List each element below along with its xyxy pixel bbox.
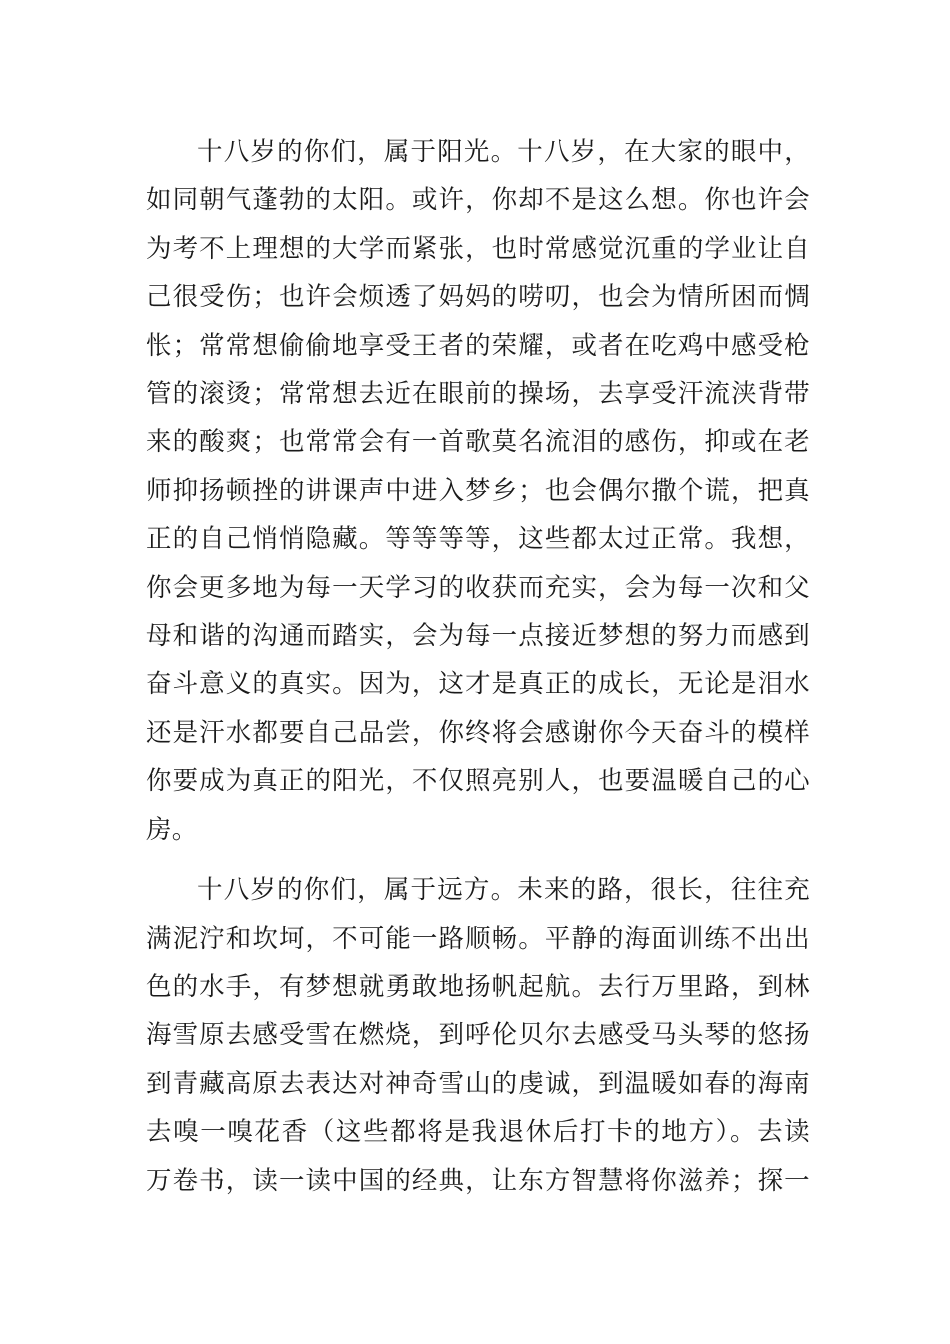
- text-line: 十八岁的你们，属于阳光。十八岁，在大家的眼中，: [197, 137, 810, 167]
- text-line: 房。: [146, 814, 198, 845]
- text-line: 万卷书，读一读中国的经典，让东方智慧将你滋养；探一: [146, 1165, 810, 1196]
- text-line: 满泥泞和坎坷，不可能一路顺畅。平静的海面训练不出出: [146, 923, 810, 954]
- text-line: 去嗅一嗅花香（这些都将是我退休后打卡的地方）。去读: [146, 1117, 810, 1148]
- paragraph-sunshine: [146, 128, 810, 854]
- text-line: 十八岁的你们，属于远方。未来的路，很长，往往充: [197, 875, 810, 906]
- text-line: 来的酸爽；也常常会有一首歌莫名流泪的感伤，抑或在老: [146, 427, 810, 458]
- text-line: 为考不上理想的大学而紧张，也时常感觉沉重的学业让自: [146, 233, 810, 264]
- text-line: 你会更多地为每一天学习的收获而充实，会为每一次和父: [146, 572, 810, 603]
- text-line: 到青藏高原去表达对神奇雪山的虔诚，到温暖如春的海南: [146, 1068, 810, 1099]
- text-line: 管的滚烫；常常想去近在眼前的操场，去享受汗流浃背带: [146, 379, 810, 410]
- text-line: 色的水手，有梦想就勇敢地扬帆起航。去行万里路，到林: [146, 971, 810, 1002]
- paragraph-distance: [146, 866, 810, 1205]
- text-line: 你要成为真正的阳光，不仅照亮别人，也要温暖自己的心: [146, 766, 810, 797]
- text-line: 正的自己悄悄隐藏。等等等等，这些都太过正常。我想，: [146, 524, 810, 555]
- text-line: 还是汗水都要自己品尝，你终将会感谢你今天奋斗的模样: [146, 717, 810, 748]
- text-line: 奋斗意义的真实。因为，这才是真正的成长，无论是泪水: [146, 669, 810, 700]
- text-line: 师抑扬顿挫的讲课声中进入梦乡；也会偶尔撒个谎，把真: [146, 475, 810, 506]
- text-line: 如同朝气蓬勃的太阳。或许，你却不是这么想。你也许会: [146, 185, 810, 216]
- text-line: 己很受伤；也许会烦透了妈妈的唠叨，也会为情所困而惆: [146, 282, 810, 313]
- text-line: 母和谐的沟通而踏实，会为每一点接近梦想的努力而感到: [146, 621, 810, 652]
- text-line: 怅；常常想偷偷地享受王者的荣耀，或者在吃鸡中感受枪: [146, 330, 810, 361]
- document-body: [146, 128, 810, 1217]
- text-line: 海雪原去感受雪在燃烧，到呼伦贝尔去感受马头琴的悠扬: [146, 1020, 810, 1051]
